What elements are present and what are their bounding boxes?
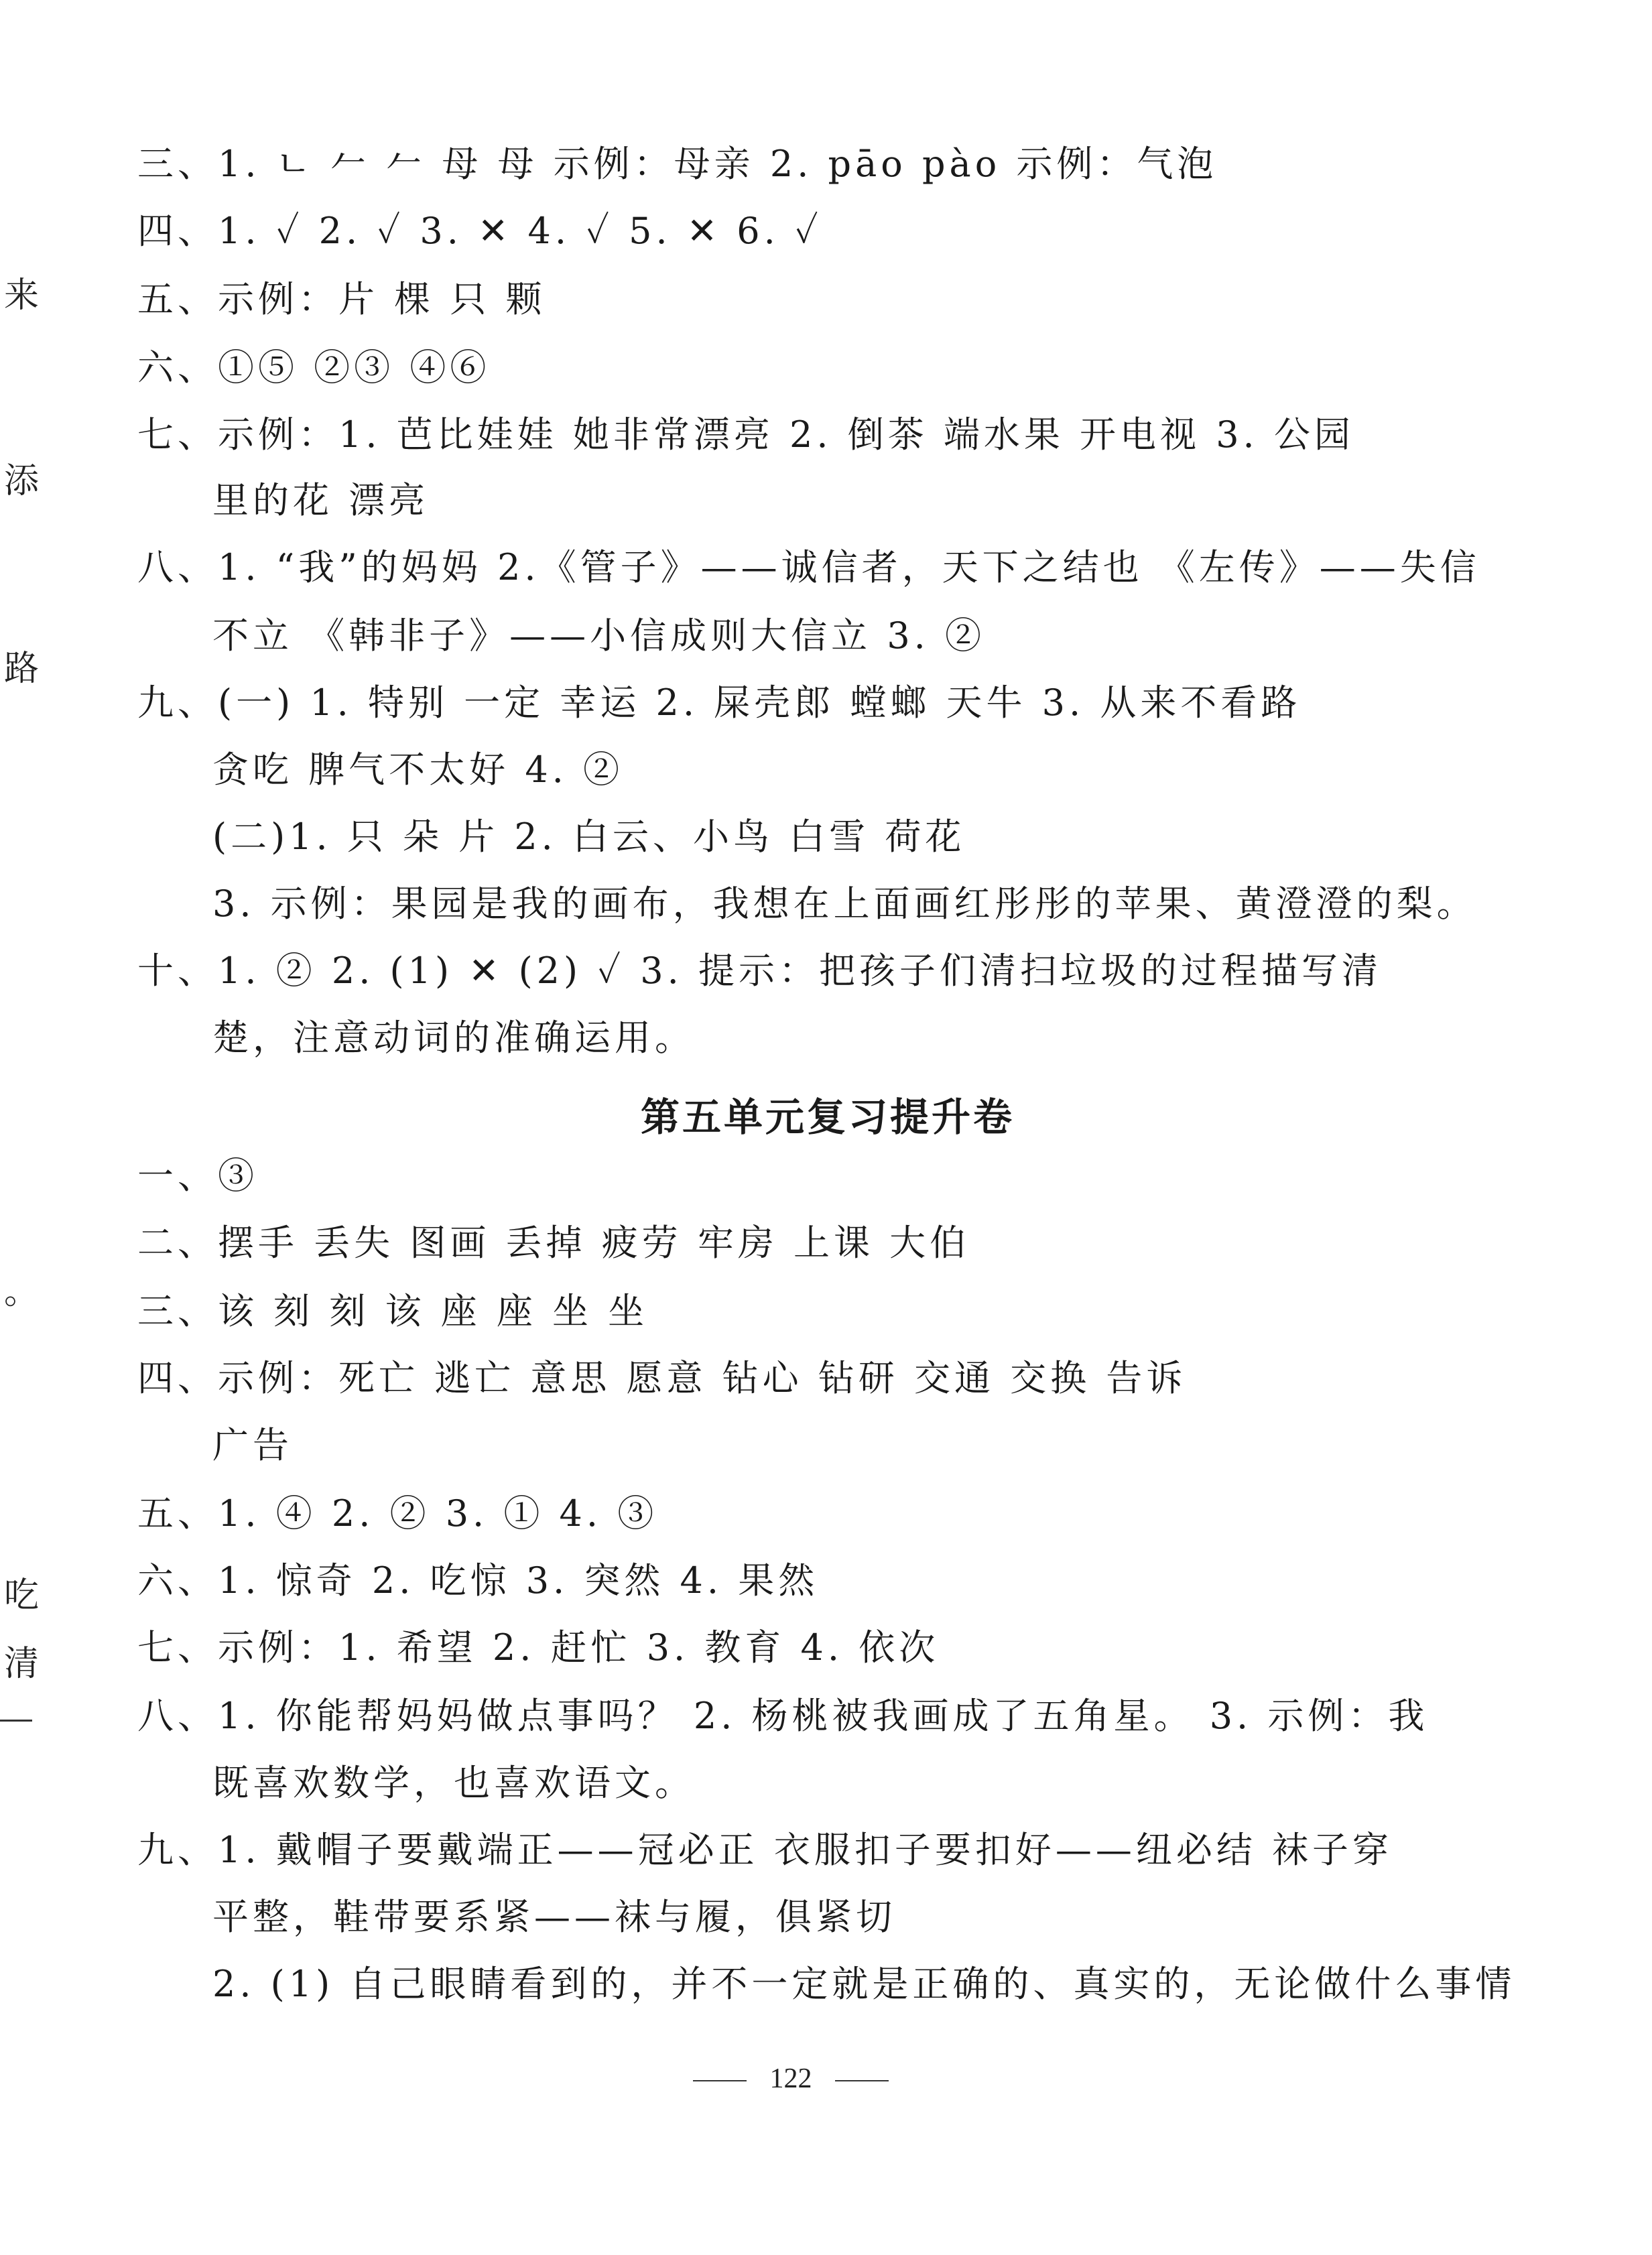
review-line-8-cont: 既喜欢数学，也喜欢语文。 [212, 1762, 695, 1804]
review-line-7: 七、示例：1. 希望 2. 赶忙 3. 教育 4. 依次 [137, 1626, 940, 1669]
section-title: 第五单元复习提升卷 [640, 1094, 1015, 1140]
page-number-value: 122 [769, 2063, 812, 2094]
answer-line-4: 四、1. ✓ 2. ✓ 3. ✕ 4. ✓ 5. ✕ 6. ✓ [137, 210, 822, 252]
margin-fragment: 添 [4, 461, 40, 501]
review-line-9-part2: 2. (1) 自己眼睛看到的，并不一定就是正确的、真实的，无论做什么事情 [212, 1963, 1516, 2005]
answer-line-9-cont: 贪吃 脾气不太好 4. ② [212, 749, 624, 791]
answer-line-7: 七、示例：1. 芭比娃娃 她非常漂亮 2. 倒茶 端水果 开电视 3. 公园 [137, 413, 1354, 456]
margin-fragment: 吃 [4, 1575, 40, 1616]
page-number-dash-right [835, 2080, 889, 2081]
review-line-3: 三、该 刻 刻 该 座 座 坐 坐 [137, 1290, 649, 1332]
review-line-9-cont: 平整，鞋带要系紧——袜与履，俱紧切 [212, 1896, 896, 1938]
review-line-4: 四、示例：死亡 逃亡 意思 愿意 钻心 钻研 交通 交换 告诉 [137, 1357, 1187, 1399]
review-line-1: 一、③ [137, 1155, 258, 1197]
review-line-9: 九、1. 戴帽子要戴端正——冠必正 衣服扣子要扣好——纽必结 袜子穿 [137, 1829, 1393, 1871]
margin-rule [0, 1720, 32, 1722]
answer-line-8: 八、1. “我”的妈妈 2.《管子》——诚信者，天下之结也 《左传》——失信 [137, 546, 1480, 588]
answer-line-9-part2-cont: 3. 示例：果园是我的画布，我想在上面画红彤彤的苹果、黄澄澄的梨。 [212, 883, 1477, 925]
answer-line-7-cont: 里的花 漂亮 [212, 479, 430, 521]
answer-line-6: 六、①⑤ ②③ ④⑥ [137, 346, 491, 389]
review-line-4-cont: 广告 [212, 1424, 293, 1466]
review-line-2: 二、摆手 丢失 图画 丢掉 疲劳 牢房 上课 大伯 [137, 1222, 970, 1264]
review-line-6: 六、1. 惊奇 2. 吃惊 3. 突然 4. 果然 [137, 1559, 819, 1602]
margin-fragment: 来 [4, 275, 40, 316]
page-number [0, 2063, 1582, 2095]
answer-line-8-cont: 不立 《韩非子》——小信成则大信立 3. ② [212, 615, 986, 657]
review-line-8: 八、1. 你能帮妈妈做点事吗？ 2. 杨桃被我画成了五角星。 3. 示例：我 [137, 1695, 1429, 1737]
answer-line-3: 三、1. ㄴ 𠂉 𠂉 母 母 示例：母亲 2. pāo pào 示例：气泡 [137, 143, 1218, 185]
answer-line-9-part2: (二)1. 只 朵 片 2. 白云、小鸟 白雪 荷花 [212, 816, 966, 858]
review-line-5: 五、1. ④ 2. ② 3. ① 4. ③ [137, 1492, 658, 1535]
answer-line-9: 九、(一) 1. 特别 一定 幸运 2. 屎壳郎 螳螂 天牛 3. 从来不看路 [137, 682, 1301, 724]
page-number-dash-left [693, 2080, 747, 2081]
margin-fragment: 清 [4, 1644, 40, 1684]
margin-fragment: 路 [4, 649, 40, 689]
answer-line-10-cont: 楚，注意动词的准确运用。 [212, 1017, 695, 1059]
answer-line-10: 十、1. ② 2. (1) ✕ (2) ✓ 3. 提示：把孩子们清扫垃圾的过程描写清 [137, 950, 1382, 992]
margin-fragment: 。 [4, 1272, 40, 1312]
answer-line-5: 五、示例：片 棵 只 颗 [137, 278, 546, 320]
